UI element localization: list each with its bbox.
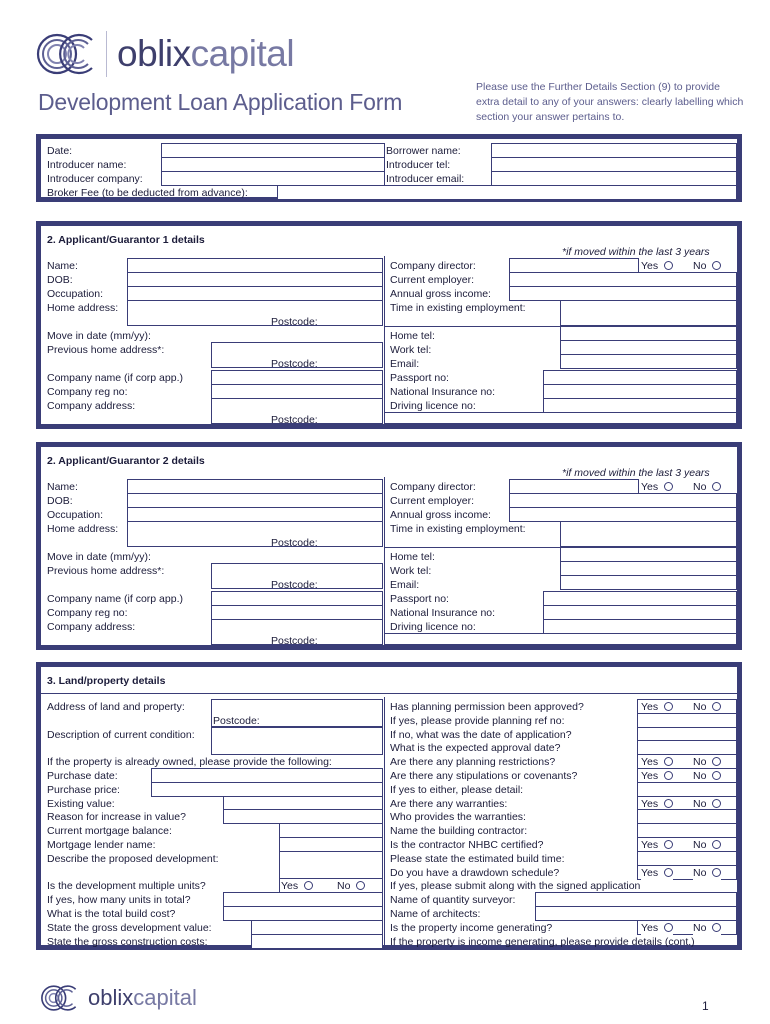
land-right-label: Name of architects: bbox=[390, 908, 481, 920]
land-right-field[interactable] bbox=[637, 851, 737, 866]
director-no-option[interactable]: No bbox=[693, 260, 721, 273]
land-no-option[interactable]: No bbox=[693, 756, 721, 769]
company-name-label: Company name (if corp app.) bbox=[47, 372, 183, 384]
further-details-note: Please use the Further Details Section (9) to provide extra detail to any of your answers: clearly labelling which section your answer pertains to. bbox=[476, 81, 744, 123]
land-right-label: Are there any planning restrictions? bbox=[390, 756, 556, 769]
broker-fee-label: Broker Fee (to be deducted from advance): bbox=[47, 187, 248, 199]
home-tel-field[interactable] bbox=[560, 326, 737, 341]
current-employer-field[interactable] bbox=[509, 493, 737, 508]
land-left-label: If yes, how many units in total? bbox=[47, 894, 191, 907]
brand-logo bbox=[36, 30, 294, 78]
land-left-field[interactable] bbox=[279, 823, 383, 838]
title-divider bbox=[41, 693, 737, 694]
land-no-option[interactable]: No bbox=[693, 839, 721, 852]
land-right-label: Is the contractor NHBC certified? bbox=[390, 839, 544, 851]
form-title: Development Loan Application Form bbox=[38, 89, 403, 115]
land-no-option[interactable]: No bbox=[693, 867, 721, 880]
column-divider bbox=[384, 477, 385, 645]
email-field[interactable] bbox=[560, 354, 737, 369]
land-left-field[interactable] bbox=[279, 851, 383, 879]
land-right-label: If yes, please submit along with the signed application bbox=[390, 880, 641, 893]
land-no-option[interactable]: No bbox=[693, 770, 721, 783]
occupation-label: Occupation: bbox=[47, 509, 104, 521]
licence-field[interactable] bbox=[543, 398, 737, 413]
occupation-label: Occupation: bbox=[47, 288, 104, 300]
director-yes-option[interactable]: Yes bbox=[641, 260, 673, 273]
land-left-field[interactable] bbox=[251, 920, 383, 935]
name-field[interactable] bbox=[127, 479, 383, 494]
current-employer-field[interactable] bbox=[509, 272, 737, 287]
land-right-label: If yes to either, please detail: bbox=[390, 783, 524, 796]
dob-field[interactable] bbox=[127, 493, 383, 508]
land-left-label: Purchase date: bbox=[47, 770, 118, 782]
footer-logo bbox=[40, 983, 197, 1013]
introducer-company-field[interactable] bbox=[161, 171, 385, 186]
land-right-label: Name of quantity surveyor: bbox=[390, 894, 516, 907]
land-yes-option[interactable]: Yes bbox=[641, 922, 673, 935]
work-tel-field[interactable] bbox=[560, 340, 737, 355]
director-no-option[interactable]: No bbox=[693, 481, 721, 494]
current-employer-label: Current employer: bbox=[390, 274, 475, 286]
company-address-label: Company address: bbox=[47, 621, 136, 633]
time-employment-label: Time in existing employment: bbox=[390, 302, 526, 314]
radio-icon[interactable] bbox=[712, 840, 721, 849]
land-right-label: Name the building contractor: bbox=[390, 825, 528, 838]
land-right-label: Please state the estimated build time: bbox=[390, 852, 565, 865]
land-left-label: State the gross construction costs: bbox=[47, 935, 208, 948]
radio-icon[interactable] bbox=[356, 881, 365, 890]
multiple-units-no-option[interactable]: No bbox=[337, 880, 365, 893]
home-address-label: Home address: bbox=[47, 302, 119, 314]
postcode-label: Postcode: bbox=[271, 316, 318, 328]
time-employment-field[interactable] bbox=[560, 300, 737, 326]
section-introducer bbox=[36, 134, 742, 202]
column-divider bbox=[384, 697, 385, 945]
radio-icon[interactable] bbox=[664, 868, 673, 877]
annual-income-label: Annual gross income: bbox=[390, 288, 491, 300]
land-left-label: Is the development multiple units? bbox=[47, 880, 206, 893]
home-address-label: Home address: bbox=[47, 523, 119, 535]
dob-label: DOB: bbox=[47, 274, 73, 286]
land-right-field[interactable] bbox=[637, 809, 737, 824]
land-right-label: Is the property income generating? bbox=[390, 921, 553, 934]
director-yes-option[interactable]: Yes bbox=[641, 481, 673, 494]
land-right-field[interactable] bbox=[535, 892, 737, 907]
land-left-field[interactable] bbox=[223, 809, 383, 824]
extra-field[interactable] bbox=[384, 412, 737, 424]
annual-income-label: Annual gross income: bbox=[390, 509, 491, 521]
land-yes-option[interactable]: Yes bbox=[641, 867, 673, 880]
applicant-2-title: 2. Applicant/Guarantor 2 details bbox=[47, 455, 205, 467]
previous-address-label: Previous home address*: bbox=[47, 565, 165, 577]
land-left-label: What is the total build cost? bbox=[47, 908, 176, 920]
home-tel-field[interactable] bbox=[560, 547, 737, 562]
occupation-field[interactable] bbox=[127, 507, 383, 522]
move-in-label: Move in date (mm/yy): bbox=[47, 330, 151, 342]
column-divider bbox=[384, 256, 385, 424]
moved-note: *if moved within the last 3 years bbox=[562, 246, 710, 258]
annual-income-field[interactable] bbox=[509, 286, 737, 301]
name-field[interactable] bbox=[127, 258, 383, 273]
land-property-title: 3. Land/property details bbox=[47, 675, 166, 687]
radio-icon[interactable] bbox=[712, 799, 721, 808]
oblix-logo-icon bbox=[40, 983, 80, 1013]
applicant-1-title: 2. Applicant/Guarantor 1 details bbox=[47, 234, 205, 246]
current-employer-label: Current employer: bbox=[390, 495, 475, 507]
postcode-label: Postcode: bbox=[271, 358, 318, 370]
radio-icon[interactable] bbox=[664, 757, 673, 766]
company-reg-field[interactable] bbox=[211, 384, 383, 399]
postcode-label: Postcode: bbox=[271, 414, 318, 426]
passport-label: Passport no: bbox=[390, 372, 449, 384]
time-employment-field[interactable] bbox=[560, 521, 737, 547]
radio-icon[interactable] bbox=[664, 771, 673, 780]
land-no-option[interactable]: No bbox=[693, 922, 721, 935]
company-director-field[interactable] bbox=[509, 479, 639, 494]
radio-icon[interactable] bbox=[712, 771, 721, 780]
introducer-name-field[interactable] bbox=[161, 157, 385, 172]
land-yes-option[interactable]: Yes bbox=[641, 770, 673, 783]
passport-label: Passport no: bbox=[390, 593, 449, 605]
licence-label: Driving licence no: bbox=[390, 400, 476, 412]
company-reg-field[interactable] bbox=[211, 605, 383, 620]
introducer-email-field[interactable] bbox=[491, 171, 737, 186]
time-employment-label: Time in existing employment: bbox=[390, 523, 526, 535]
radio-icon[interactable] bbox=[712, 702, 721, 711]
land-left-field[interactable] bbox=[151, 768, 383, 783]
home-tel-label: Home tel: bbox=[390, 330, 435, 342]
land-right-label: Who provides the warranties: bbox=[390, 811, 526, 824]
radio-icon[interactable] bbox=[712, 757, 721, 766]
ni-field[interactable] bbox=[543, 605, 737, 620]
postcode-label: Postcode: bbox=[271, 579, 318, 591]
radio-icon[interactable] bbox=[712, 482, 721, 491]
land-right-label: Has planning permission been approved? bbox=[390, 701, 584, 713]
land-yes-option[interactable]: Yes bbox=[641, 701, 673, 714]
company-reg-label: Company reg no: bbox=[47, 386, 128, 398]
radio-icon[interactable] bbox=[664, 799, 673, 808]
land-left-label: Description of current condition: bbox=[47, 728, 195, 741]
footer-wordmark: oblixcapital bbox=[88, 985, 197, 1010]
land-right-field[interactable] bbox=[535, 906, 737, 921]
name-label: Name: bbox=[47, 481, 78, 493]
land-left-label: Mortgage lender name: bbox=[47, 839, 156, 851]
land-no-option[interactable]: No bbox=[693, 798, 721, 811]
ni-label: National Insurance no: bbox=[390, 386, 496, 398]
land-right-field[interactable] bbox=[637, 713, 737, 728]
radio-icon[interactable] bbox=[712, 923, 721, 932]
land-left-label: If the property is already owned, please provide the following: bbox=[47, 756, 332, 769]
page-number: 1 bbox=[702, 999, 709, 1013]
ni-field[interactable] bbox=[543, 384, 737, 399]
company-director-label: Company director: bbox=[390, 481, 476, 493]
dob-label: DOB: bbox=[47, 495, 73, 507]
date-label: Date: bbox=[47, 145, 73, 157]
land-right-label: If no, what was the date of application? bbox=[390, 728, 572, 741]
radio-icon[interactable] bbox=[664, 702, 673, 711]
extra-field[interactable] bbox=[384, 633, 737, 645]
introducer-name-label: Introducer name: bbox=[47, 159, 127, 171]
occupation-field[interactable] bbox=[127, 286, 383, 301]
postcode-label: Postcode: bbox=[271, 537, 318, 549]
land-yes-option[interactable]: Yes bbox=[641, 756, 673, 769]
section-applicant-1 bbox=[36, 221, 742, 429]
radio-icon[interactable] bbox=[664, 923, 673, 932]
section-applicant-2 bbox=[36, 442, 742, 650]
land-left-label: Reason for increase in value? bbox=[47, 811, 186, 824]
brand-wordmark: oblixcapital bbox=[117, 33, 295, 74]
postcode-label: Postcode: bbox=[271, 635, 318, 647]
broker-fee-field[interactable] bbox=[277, 185, 737, 200]
radio-icon[interactable] bbox=[664, 261, 673, 270]
radio-icon[interactable] bbox=[664, 840, 673, 849]
work-tel-label: Work tel: bbox=[390, 565, 432, 577]
borrower-name-label: Borrower name: bbox=[386, 145, 461, 157]
company-name-field[interactable] bbox=[211, 591, 383, 606]
multiple-units-yes-option[interactable]: Yes bbox=[281, 880, 313, 893]
section-land-property bbox=[36, 662, 742, 950]
email-label: Email: bbox=[390, 579, 420, 591]
land-right-label: If yes, please provide planning ref no: bbox=[390, 714, 565, 727]
land-no-option[interactable]: No bbox=[693, 701, 721, 714]
home-tel-label: Home tel: bbox=[390, 551, 435, 563]
land-left-label: State the gross development value: bbox=[47, 921, 212, 934]
home-address-field[interactable] bbox=[127, 521, 383, 547]
date-field[interactable] bbox=[161, 143, 385, 158]
land-yes-option[interactable]: Yes bbox=[641, 839, 673, 852]
land-left-label: Postcode: bbox=[213, 714, 260, 727]
land-left-field[interactable] bbox=[223, 892, 383, 907]
land-left-label: Current mortgage balance: bbox=[47, 825, 172, 838]
land-right-label: If the property is income generating, please provide details (cont.) bbox=[390, 935, 695, 948]
company-name-label: Company name (if corp app.) bbox=[47, 593, 183, 605]
work-tel-label: Work tel: bbox=[390, 344, 432, 356]
oblix-logo-icon bbox=[36, 30, 98, 78]
move-in-label: Move in date (mm/yy): bbox=[47, 551, 151, 563]
passport-field[interactable] bbox=[543, 591, 737, 606]
moved-note: *if moved within the last 3 years bbox=[562, 467, 710, 479]
licence-label: Driving licence no: bbox=[390, 621, 476, 633]
land-left-field[interactable] bbox=[211, 727, 383, 755]
email-field[interactable] bbox=[560, 575, 737, 590]
logo-divider bbox=[106, 31, 107, 77]
company-address-label: Company address: bbox=[47, 400, 136, 412]
work-tel-field[interactable] bbox=[560, 561, 737, 576]
introducer-email-label: Introducer email: bbox=[386, 173, 465, 185]
licence-field[interactable] bbox=[543, 619, 737, 634]
radio-icon[interactable] bbox=[712, 868, 721, 877]
borrower-name-field[interactable] bbox=[491, 143, 737, 158]
radio-icon[interactable] bbox=[304, 881, 313, 890]
ni-label: National Insurance no: bbox=[390, 607, 496, 619]
company-reg-label: Company reg no: bbox=[47, 607, 128, 619]
dob-field[interactable] bbox=[127, 272, 383, 287]
land-left-field[interactable] bbox=[279, 837, 383, 852]
home-address-field[interactable] bbox=[127, 300, 383, 326]
land-right-label: Are there any warranties: bbox=[390, 797, 508, 810]
land-left-label: Existing value: bbox=[47, 797, 115, 810]
radio-icon[interactable] bbox=[664, 482, 673, 491]
previous-address-label: Previous home address*: bbox=[47, 344, 165, 356]
land-left-field[interactable] bbox=[223, 906, 383, 921]
name-label: Name: bbox=[47, 260, 78, 272]
introducer-tel-label: Introducer tel: bbox=[386, 159, 451, 171]
company-name-field[interactable] bbox=[211, 370, 383, 385]
email-label: Email: bbox=[390, 358, 420, 370]
land-right-field[interactable] bbox=[637, 727, 737, 742]
land-right-label: Are there any stipulations or covenants? bbox=[390, 770, 578, 782]
land-right-label: What is the expected approval date? bbox=[390, 742, 561, 755]
land-right-label: Do you have a drawdown schedule? bbox=[390, 866, 560, 879]
radio-icon[interactable] bbox=[712, 261, 721, 270]
land-left-label: Describe the proposed development: bbox=[47, 852, 219, 865]
land-left-label: Purchase price: bbox=[47, 783, 120, 796]
introducer-tel-field[interactable] bbox=[491, 157, 737, 172]
company-director-field[interactable] bbox=[509, 258, 639, 273]
land-right-field[interactable] bbox=[637, 740, 737, 755]
land-left-label: Address of land and property: bbox=[47, 701, 185, 713]
land-left-field[interactable] bbox=[151, 782, 383, 797]
company-director-label: Company director: bbox=[390, 260, 476, 272]
land-yes-option[interactable]: Yes bbox=[641, 798, 673, 811]
introducer-company-label: Introducer company: bbox=[47, 173, 143, 185]
annual-income-field[interactable] bbox=[509, 507, 737, 522]
land-left-field[interactable] bbox=[223, 796, 383, 811]
land-right-field[interactable] bbox=[637, 823, 737, 838]
passport-field[interactable] bbox=[543, 370, 737, 385]
land-right-field[interactable] bbox=[637, 782, 737, 797]
land-left-field[interactable] bbox=[251, 934, 383, 949]
